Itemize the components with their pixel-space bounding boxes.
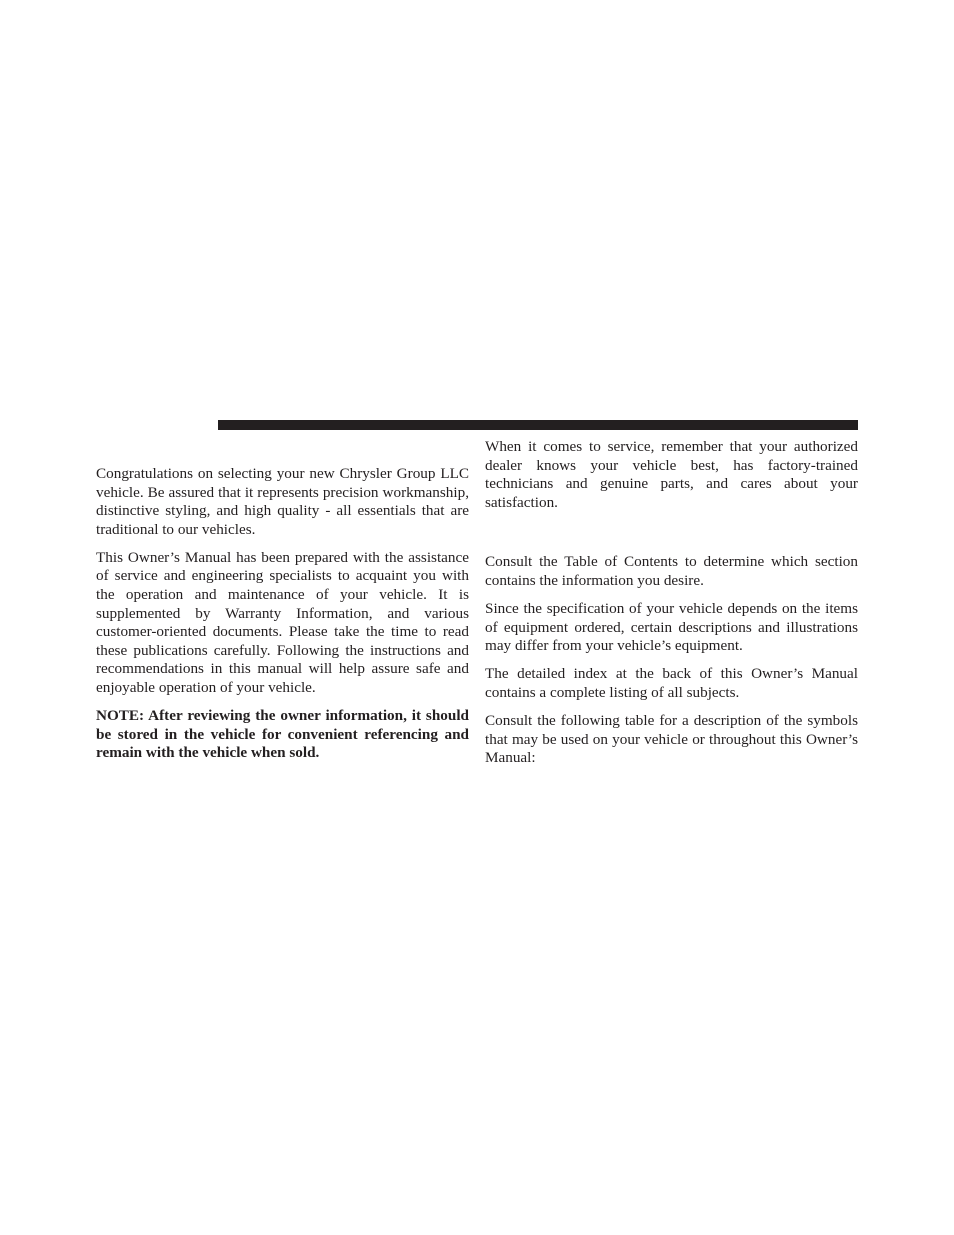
index-paragraph: The detailed index at the back of this Owner’s Manual contains a complete listing of all subjects. [485,665,858,701]
intro-paragraph: Congratulations on selecting your new Chrysler Group LLC vehicle. Be assured that it represents precision workmanship, distinctive styling, and high quality - all essentials that are traditional to our vehicles. [96,465,469,538]
left-column [96,465,469,763]
storage-note: NOTE: After reviewing the owner information, it should be stored in the vehicle for convenient referencing and remain with the vehicle when sold. [96,707,469,762]
specification-paragraph: Since the specification of your vehicle depends on the items of equipment ordered, certain descriptions and illustrations may differ from your vehicle’s equipment. [485,600,858,655]
right-column [485,438,858,768]
service-paragraph: When it comes to service, remember that your authorized dealer knows your vehicle best, has factory-trained technicians and genuine parts, and cares about your satisfaction. [485,438,858,511]
manual-purpose-paragraph: This Owner’s Manual has been prepared with the assistance of service and engineering specialists to acquaint you with the operation and maintenance of your vehicle. It is supplemented by Warranty Information, and various customer-oriented documents. Please take the time to read these publications carefully. Following the instructions and recommendations in this manual will help assure safe and enjoyable operation of your vehicle. [96,548,469,697]
symbols-paragraph: Consult the following table for a description of the symbols that may be used on your vehicle or throughout this Owner’s Manual: [485,712,858,767]
section-divider-bar [218,420,858,430]
table-of-contents-paragraph: Consult the Table of Contents to determine which section contains the information you desire. [485,553,858,589]
